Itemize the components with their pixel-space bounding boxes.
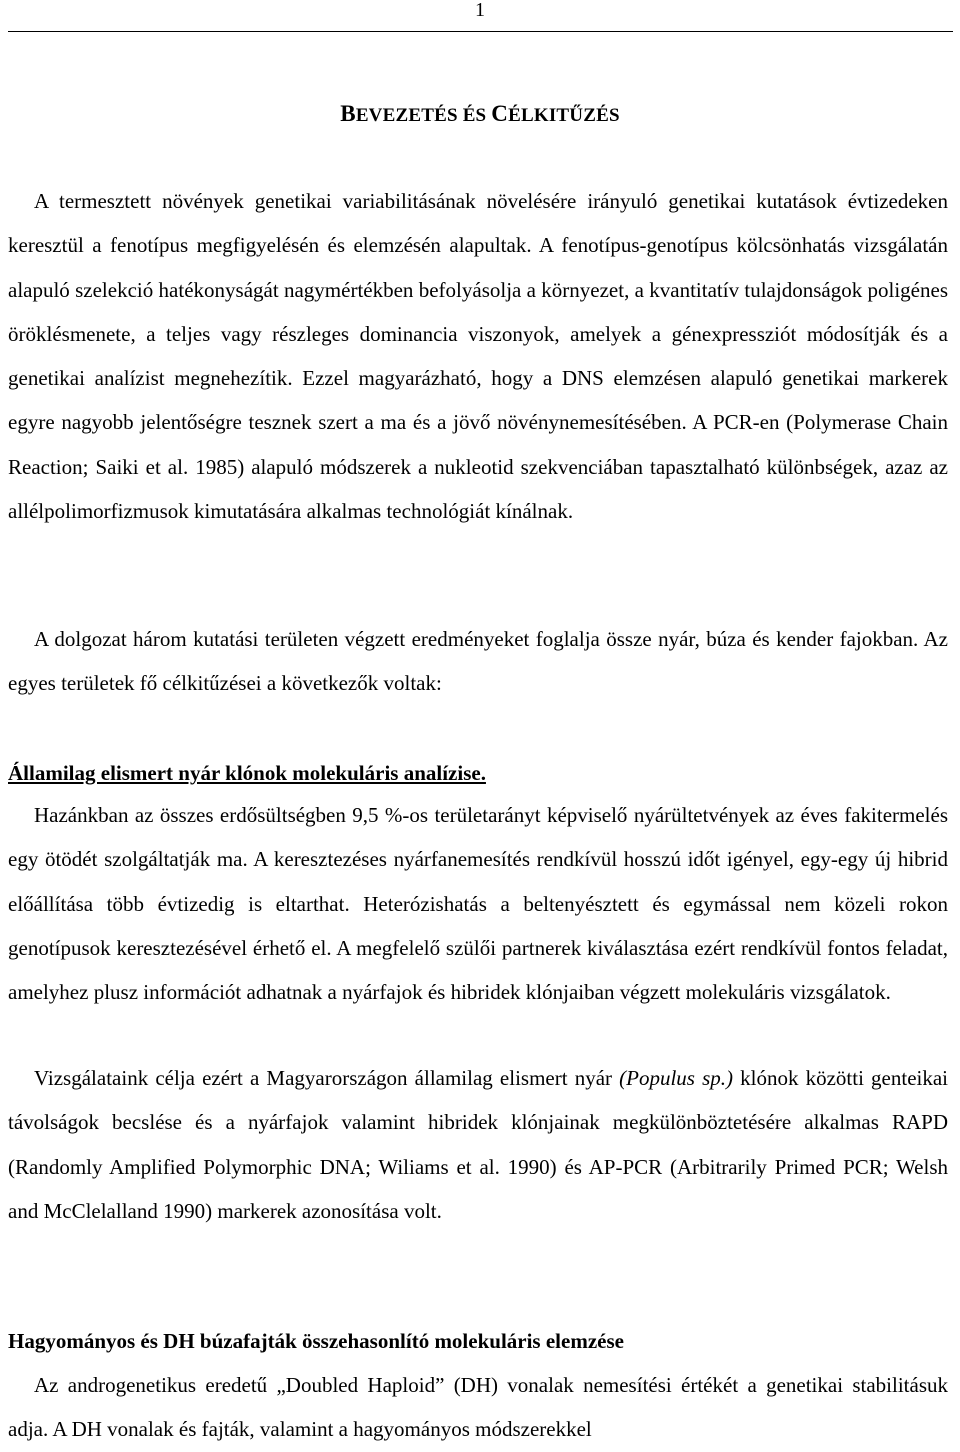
section-heading-poplar: Államilag elismert nyár klónok molekuláris analízise. (8, 761, 486, 785)
poplar-paragraph-1: Hazánkban az összes erdősültségben 9,5 %-os területarányt képviselő nyárültetvények az éves fakitermelés egy ötödét szolgáltatják ma. A keresztezéses nyárfanemesítés rendkívül hosszú időt igényel, egy-egy új hibrid előállítása több évtizedig is eltarthat. Heterózishatás a beltenyésztett és egymással nem közeli rokon genotípusok keresztezésével érhető el. A megfelelő szülői partnerek kiválasztása ezért rendkívül fontos feladat, amelyhez plusz információt adhatnak a nyárfajok és hibridek klónjaiban végzett molekuláris vizsgálatok. (8, 803, 948, 1005)
page-number: 1 (475, 0, 485, 21)
title-word-1: EVEZETÉS ÉS (355, 105, 492, 126)
header-rule (8, 31, 953, 32)
wheat-paragraph-1: Az androgenetikus eredetű „Doubled Haploid” (DH) vonalak nemesítési értékét a genetikai stabilitásuk adja. A DH vonalak és fajták, valamint a hagyományos módszerekkel (8, 1373, 948, 1442)
title-initial-c: C (491, 101, 509, 126)
section-heading-wheat: Hagyományos és DH búzafajták összehasonlító molekuláris elemzése (8, 1329, 624, 1353)
title-word-2: ÉLKITŰZÉS (508, 105, 620, 126)
poplar-paragraph-2 (8, 1056, 948, 1233)
title-initial-b: B (340, 101, 356, 126)
intro-paragraph-1: A termesztett növények genetikai variabilitásának növelésére irányuló genetikai kutatások évtizedeken keresztül a fenotípus megfigyelésén és elemzésén alapultak. A fenotípus-genotípus kölcsönhatás vizsgálatán alapuló szelekció hatékonyságát nagymértékben befolyásolja a környezet, a kvantitatív tulajdonságok poligénes öröklésmenete, a teljes vagy részleges dominancia viszonyok, amelyek a génexpressziót módosítják és a genetikai analízist megnehezítik. Ezzel magyarázható, hogy a DNS elemzésen alapuló genetikai markerek egyre nagyobb jelentőségre tesznek szert a ma és a jövő növénynemesítésében. A PCR-en (Polymerase Chain Reaction; Saiki et al. 1985) alapuló módszerek a nukleotid szekvenciában tapasztalható különbségek, azaz az allélpolimorfizmusok kimutatására alkalmas technológiát kínálnak. (8, 189, 948, 524)
intro-paragraph-2: A dolgozat három kutatási területen végzett eredményeket foglalja össze nyár, búza és kender fajokban. Az egyes területek fő célkitűzései a következők voltak: (8, 627, 948, 696)
species-name: (Populus sp.) (619, 1066, 734, 1090)
page-title (0, 100, 960, 130)
poplar-paragraph-2-end: klónok közötti genteikai távolságok becslése és a nyárfajok valamint hibridek klónjainak megkülönböztetésére alkalmas RAPD (Randomly Amplified Polymorphic DNA; Wiliams et al. 1990) és AP-PCR (Arbitrarily Primed PCR; Welsh and McClelalland 1990) markerek azonosítása volt. (8, 1066, 949, 1223)
poplar-paragraph-2-start: Vizsgálataink célja ezért a Magyarországon államilag elismert nyár (34, 1066, 620, 1090)
